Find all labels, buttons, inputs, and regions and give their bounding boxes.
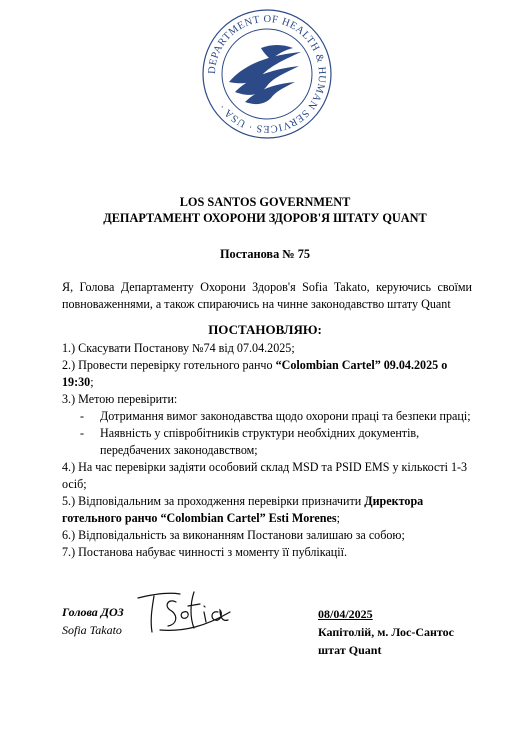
decree-place: Капітолій, м. Лос-Сантос bbox=[318, 625, 454, 639]
decree-item-5 bbox=[62, 493, 474, 527]
decree-item-4: 4.) На час перевірки задіяти особовий склад MSD та PSID EMS у кількості 1-3 осіб; bbox=[62, 460, 468, 491]
decree-item-2 bbox=[62, 357, 474, 391]
decree-subitem-2 bbox=[62, 425, 474, 459]
decree-item-2-text: 2.) Провести перевірку готельного ранчо bbox=[62, 358, 276, 372]
signatory-name: Sofia Takato bbox=[62, 623, 122, 637]
decree-item-2-end: ; bbox=[90, 375, 94, 389]
decree-number: Постанова № 75 bbox=[219, 247, 311, 261]
decree-item-1: 1.) Скасувати Постанову №74 від 07.04.2025; bbox=[62, 341, 295, 355]
decree-item-5-end: ; bbox=[336, 511, 340, 525]
seal-ring-text: DEPARTMENT OF HEALTH & HUMAN SERVICES · USA · bbox=[206, 13, 328, 135]
handwritten-signature bbox=[134, 582, 234, 637]
decree-items bbox=[62, 340, 474, 561]
decree-subitem-1-text: Дотримання вимог законодавства щодо охорони праці та безпеки праці; bbox=[100, 409, 471, 423]
signatory-title: Голова ДОЗ bbox=[62, 605, 124, 619]
decree-item-7: 7.) Постанова набуває чинності з моменту її публікації. bbox=[62, 545, 348, 559]
decree-date: 08/04/2025 bbox=[318, 607, 373, 621]
dash-bullet: - bbox=[80, 409, 85, 423]
decree-item-6: 6.) Відповідальність за виконанням Постанови залишаю за собою; bbox=[62, 528, 405, 542]
decree-item-5-bold: Директора готельного ранчо “Colombian Cartel” Esti Morenes bbox=[62, 494, 424, 525]
hhs-seal-logo bbox=[201, 8, 333, 140]
decree-subitem-2-text: Наявність у співробітників структури необхідних документів, передбачених законодавством; bbox=[100, 426, 420, 457]
decree-item-5-text: 5.) Відповідальним за проходження перевірки призначити bbox=[62, 494, 365, 508]
intro-paragraph: Я, Голова Департаменту Охорони Здоров'я Sofia Takato, керуючись своїми повноваженнями, а також спираючись на чинне законодавство штату Quant bbox=[62, 280, 472, 311]
dash-bullet: - bbox=[80, 426, 85, 440]
decree-state: штат Quant bbox=[318, 643, 382, 657]
resolve-heading: ПОСТАНОВЛЯЮ: bbox=[208, 322, 322, 337]
decree-item-2-bold: “Colombian Cartel” 09.04.2025 о 19:30 bbox=[62, 358, 448, 389]
government-heading: LOS SANTOS GOVERNMENT bbox=[179, 195, 351, 209]
footer-block bbox=[318, 605, 454, 659]
decree-item-3: 3.) Метою перевірити: bbox=[62, 392, 178, 406]
eagle-emblem-icon bbox=[229, 45, 301, 104]
decree-subitem-1 bbox=[62, 408, 474, 425]
department-heading: ДЕПАРТАМЕНТ ОХОРОНИ ЗДОРОВ'Я ШТАТУ QUANT bbox=[103, 211, 427, 225]
